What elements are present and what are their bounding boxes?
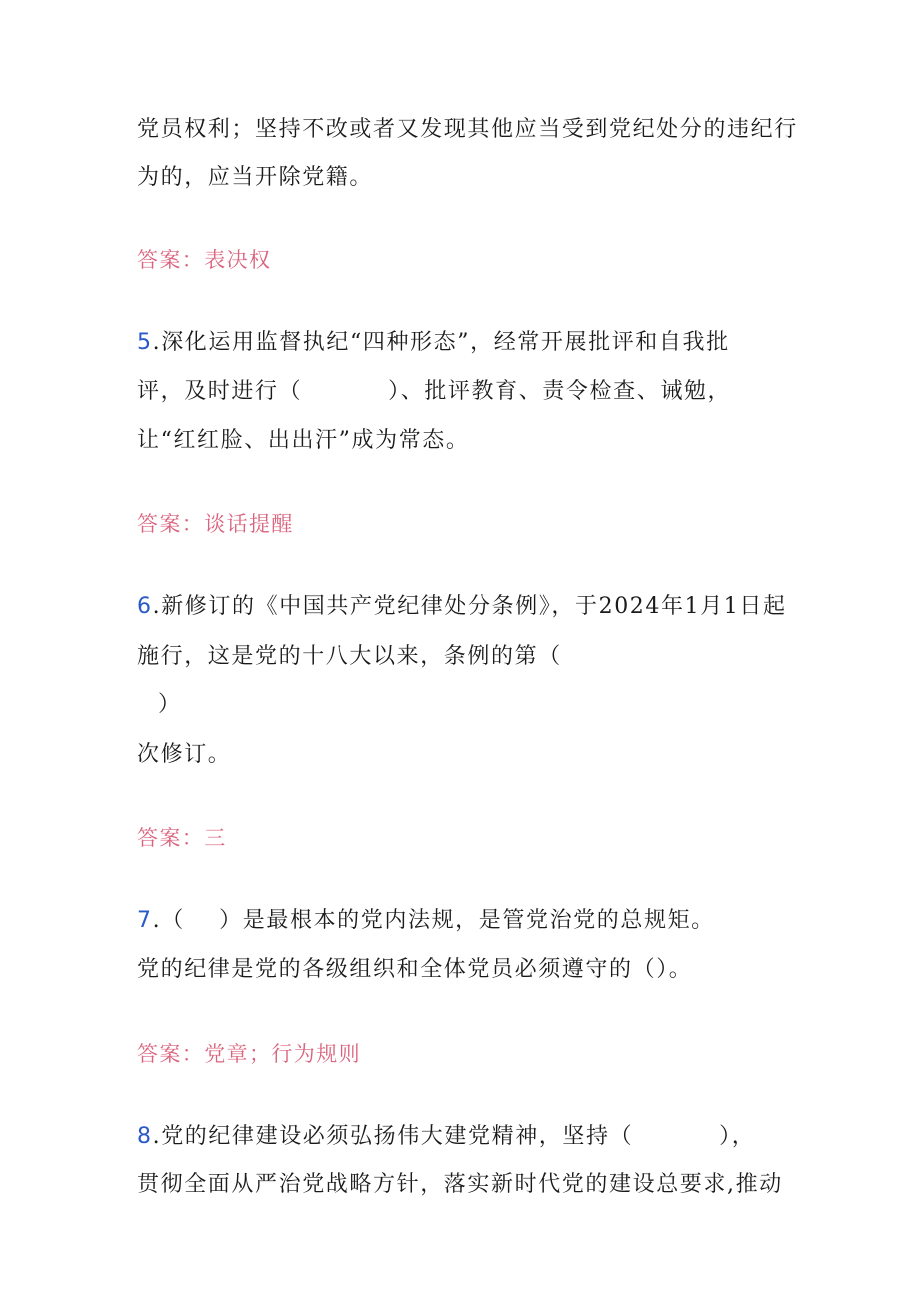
question-8-text-1: .党的纪律建设必须弘扬伟大建党精神，坚持（ ）， bbox=[152, 1124, 756, 1149]
answer-6: 答案：三 bbox=[137, 826, 227, 850]
question-5-line-1 bbox=[137, 329, 730, 357]
continuation-line-2: 为的，应当开除党籍。 bbox=[137, 165, 374, 190]
question-6-line-3: ） bbox=[158, 692, 182, 717]
question-8-line-2: 贯彻全面从严治党战略方针，落实新时代党的建设总要求,推动 bbox=[137, 1172, 783, 1197]
question-6-line-1 bbox=[137, 593, 787, 621]
question-5-text-1: .深化运用监督执纪“四种形态”，经常开展批评和自我批 bbox=[152, 330, 730, 355]
answer-5: 答案：谈话提醒 bbox=[137, 512, 294, 536]
question-5-line-2: 评，及时进行（ ）、批评教育、责令检查、诫勉， bbox=[137, 379, 732, 404]
question-6-line-2: 施行，这是党的十八大以来，条例的第（ bbox=[137, 644, 562, 669]
question-8-number: 8 bbox=[137, 1124, 153, 1149]
question-7-line-2: 党的纪律是党的各级组织和全体党员必须遵守的（）。 bbox=[137, 957, 693, 982]
answer-4: 答案：表决权 bbox=[137, 248, 272, 272]
question-7-text-1: .（ ）是最根本的党内法规，是管党治党的总规矩。 bbox=[152, 908, 715, 933]
question-5-number: 5 bbox=[137, 330, 153, 355]
answer-7: 答案：党章；行为规则 bbox=[137, 1042, 361, 1066]
question-6-text-1: .新修订的《中国共产党纪律处分条例》，于2024年1月1日起 bbox=[152, 594, 787, 619]
question-5-line-3: 让“红红脸、出出汗”成为常态。 bbox=[137, 428, 470, 453]
continuation-line-1: 党员权利；坚持不改或者又发现其他应当受到党纪处分的违纪行 bbox=[137, 117, 798, 142]
question-7-line-1 bbox=[137, 907, 715, 935]
question-7-number: 7 bbox=[137, 908, 153, 933]
question-6-line-4: 次修订。 bbox=[137, 742, 232, 767]
question-8-line-1 bbox=[137, 1123, 755, 1151]
question-6-number: 6 bbox=[137, 594, 153, 619]
